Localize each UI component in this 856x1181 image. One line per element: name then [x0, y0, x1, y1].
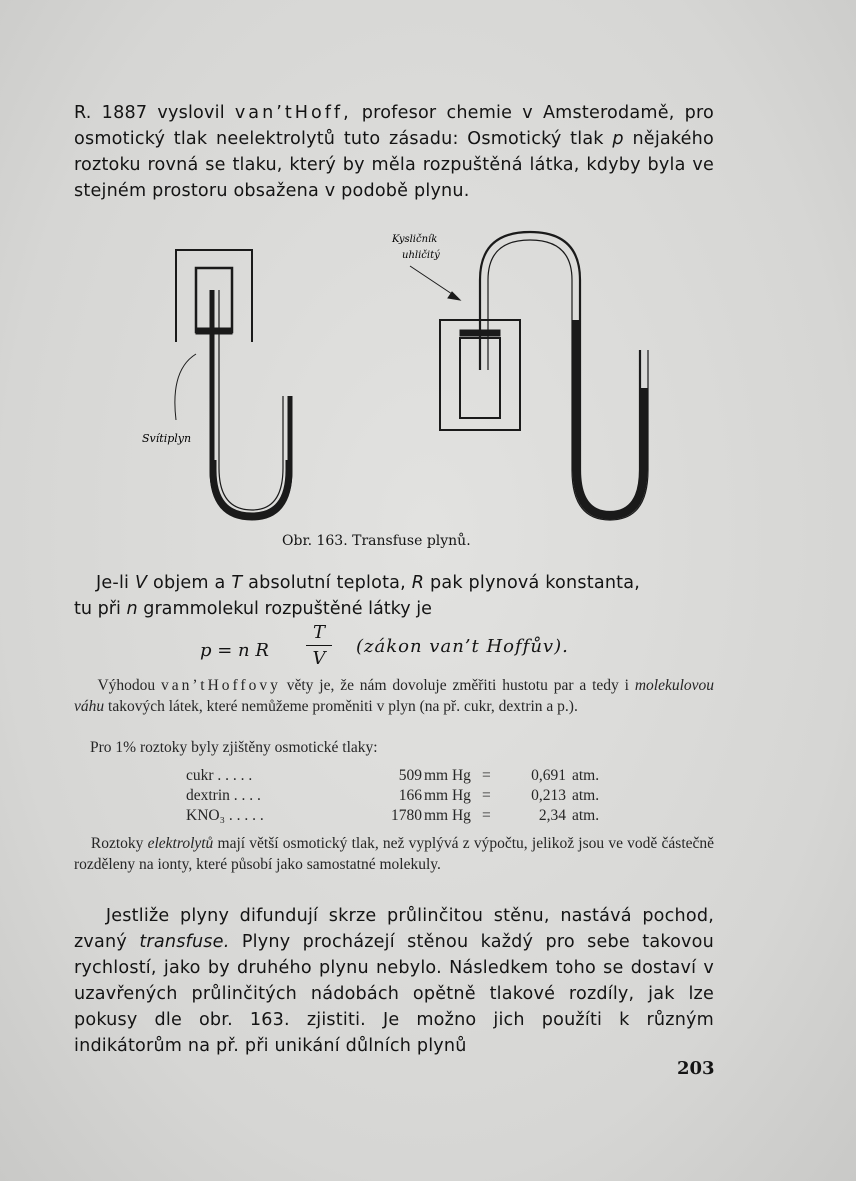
text: nějakého roztoku rovná se tlaku, který by měla rozpuštěná látka, kdyby byla ve stejném prostoru obsažena v podobě plynu.: [74, 129, 714, 201]
text: Výhodou: [97, 677, 156, 694]
cell-substance: dextrin . . . .: [186, 787, 261, 804]
paragraph-1: [74, 100, 714, 204]
cell-eq: =: [482, 807, 491, 824]
small-paragraph-2: Pro 1% roztoky byly zjištěny osmotické tlaky:: [90, 739, 378, 756]
text: grammolekul rozpuštěné látky je: [143, 599, 432, 619]
text: tu při: [74, 599, 121, 619]
italic-text: molekulovou váhu: [74, 677, 715, 715]
cell-substance: cukr . . . . .: [186, 767, 253, 784]
cell-value: 166: [398, 787, 422, 804]
small-paragraph-3: [74, 834, 714, 875]
table-row: [186, 766, 646, 786]
italic-text: transfuse.: [139, 932, 230, 952]
formula-lhs: p = n R: [200, 640, 269, 661]
cell-value: 509: [398, 767, 422, 784]
text: Je-li: [96, 573, 130, 593]
label-uhlicity: uhličitý: [402, 250, 440, 261]
small-paragraph-1: [74, 676, 714, 717]
right-apparatus: [410, 232, 648, 520]
symbol-t: T: [231, 573, 243, 593]
paragraph-2-line-1: [96, 570, 716, 596]
left-apparatus: [175, 250, 290, 518]
cell-atm-unit: atm.: [572, 807, 600, 824]
text: mají větší osmotický tlak, než vyplývá z výpočtu, jelikož jsou ve vodě částečně rozděleny na ionty, které působí jako samostatné molekuly.: [74, 835, 715, 873]
text: R. 1887 vyslovil: [74, 103, 225, 123]
symbol-p: p: [612, 129, 624, 149]
table-row: [186, 786, 646, 806]
numerator: T: [312, 622, 325, 643]
fraction: [306, 622, 332, 669]
spaced-name: van’tHoffovy: [161, 677, 281, 694]
cell-unit: mm Hg: [424, 767, 471, 784]
transfuse-diagram: [140, 220, 700, 540]
cell-atm: 2,34: [538, 807, 566, 824]
text: Jestliže plyny difundují skrze průlinčitou stěnu, nastává pochod, zvaný: [74, 906, 714, 952]
italic-text: elektrolytů: [147, 835, 214, 852]
denominator: V: [312, 648, 326, 669]
law-name: (zákon van’t Hoffův).: [356, 636, 569, 657]
text: věty je, že nám dovoluje změřiti hustotu par a tedy i: [286, 677, 629, 694]
osmotic-pressure-table: [186, 766, 646, 826]
paragraph-2-line-2: [74, 596, 694, 622]
figure-163: [140, 220, 700, 540]
symbol-n: n: [126, 599, 138, 619]
page-number: 203: [677, 1058, 715, 1079]
cell-eq: =: [482, 767, 491, 784]
text: takových látek, které nemůžeme proměniti v plyn (na př. cukr, dextrin a p.).: [108, 697, 578, 715]
vant-hoff-formula: [200, 622, 720, 672]
text: Roztoky: [90, 835, 144, 852]
cell-unit: mm Hg: [424, 787, 471, 804]
label-svitiplyn: Svítiplyn: [142, 432, 192, 445]
cell-atm: 0,213: [531, 787, 566, 804]
symbol-r: R: [411, 573, 425, 593]
cell-substance: KNO₃ . . . . .: [186, 807, 264, 824]
cell-eq: =: [482, 787, 491, 804]
figure-caption: Obr. 163. Transfuse plynů.: [282, 533, 471, 549]
spaced-name: van’tHoff,: [234, 103, 352, 123]
text: absolutní teplota,: [248, 573, 406, 593]
cell-value: 1780: [391, 807, 422, 824]
label-kyslicnik: Kysličník: [392, 234, 438, 245]
cell-atm: 0,691: [531, 767, 566, 784]
table-row: [186, 806, 646, 826]
cell-atm-unit: atm.: [572, 767, 600, 784]
paragraph-3: [74, 903, 714, 1059]
text: Plyny procházejí stěnou každý pro sebe takovou rychlostí, jako by druhého plynu nebylo. Následkem toho se dostaví v uzavřených průlinčitých nádobách opětně tlakové rozdíly, jak lze pokusy dle obr. 163. zjistiti. Je možno jich použíti k různým indikátorům na př. při unikání důlních plynů: [74, 932, 714, 1056]
text: objem a: [152, 573, 226, 593]
text: pak plynová konstanta,: [430, 573, 641, 593]
cell-atm-unit: atm.: [572, 787, 600, 804]
symbol-v: V: [134, 573, 148, 593]
cell-unit: mm Hg: [424, 807, 471, 824]
text: profesor chemie v Amsterodamě, pro osmotický tlak neelektrolytů tuto zásadu: Osmotický tlak: [74, 103, 714, 149]
